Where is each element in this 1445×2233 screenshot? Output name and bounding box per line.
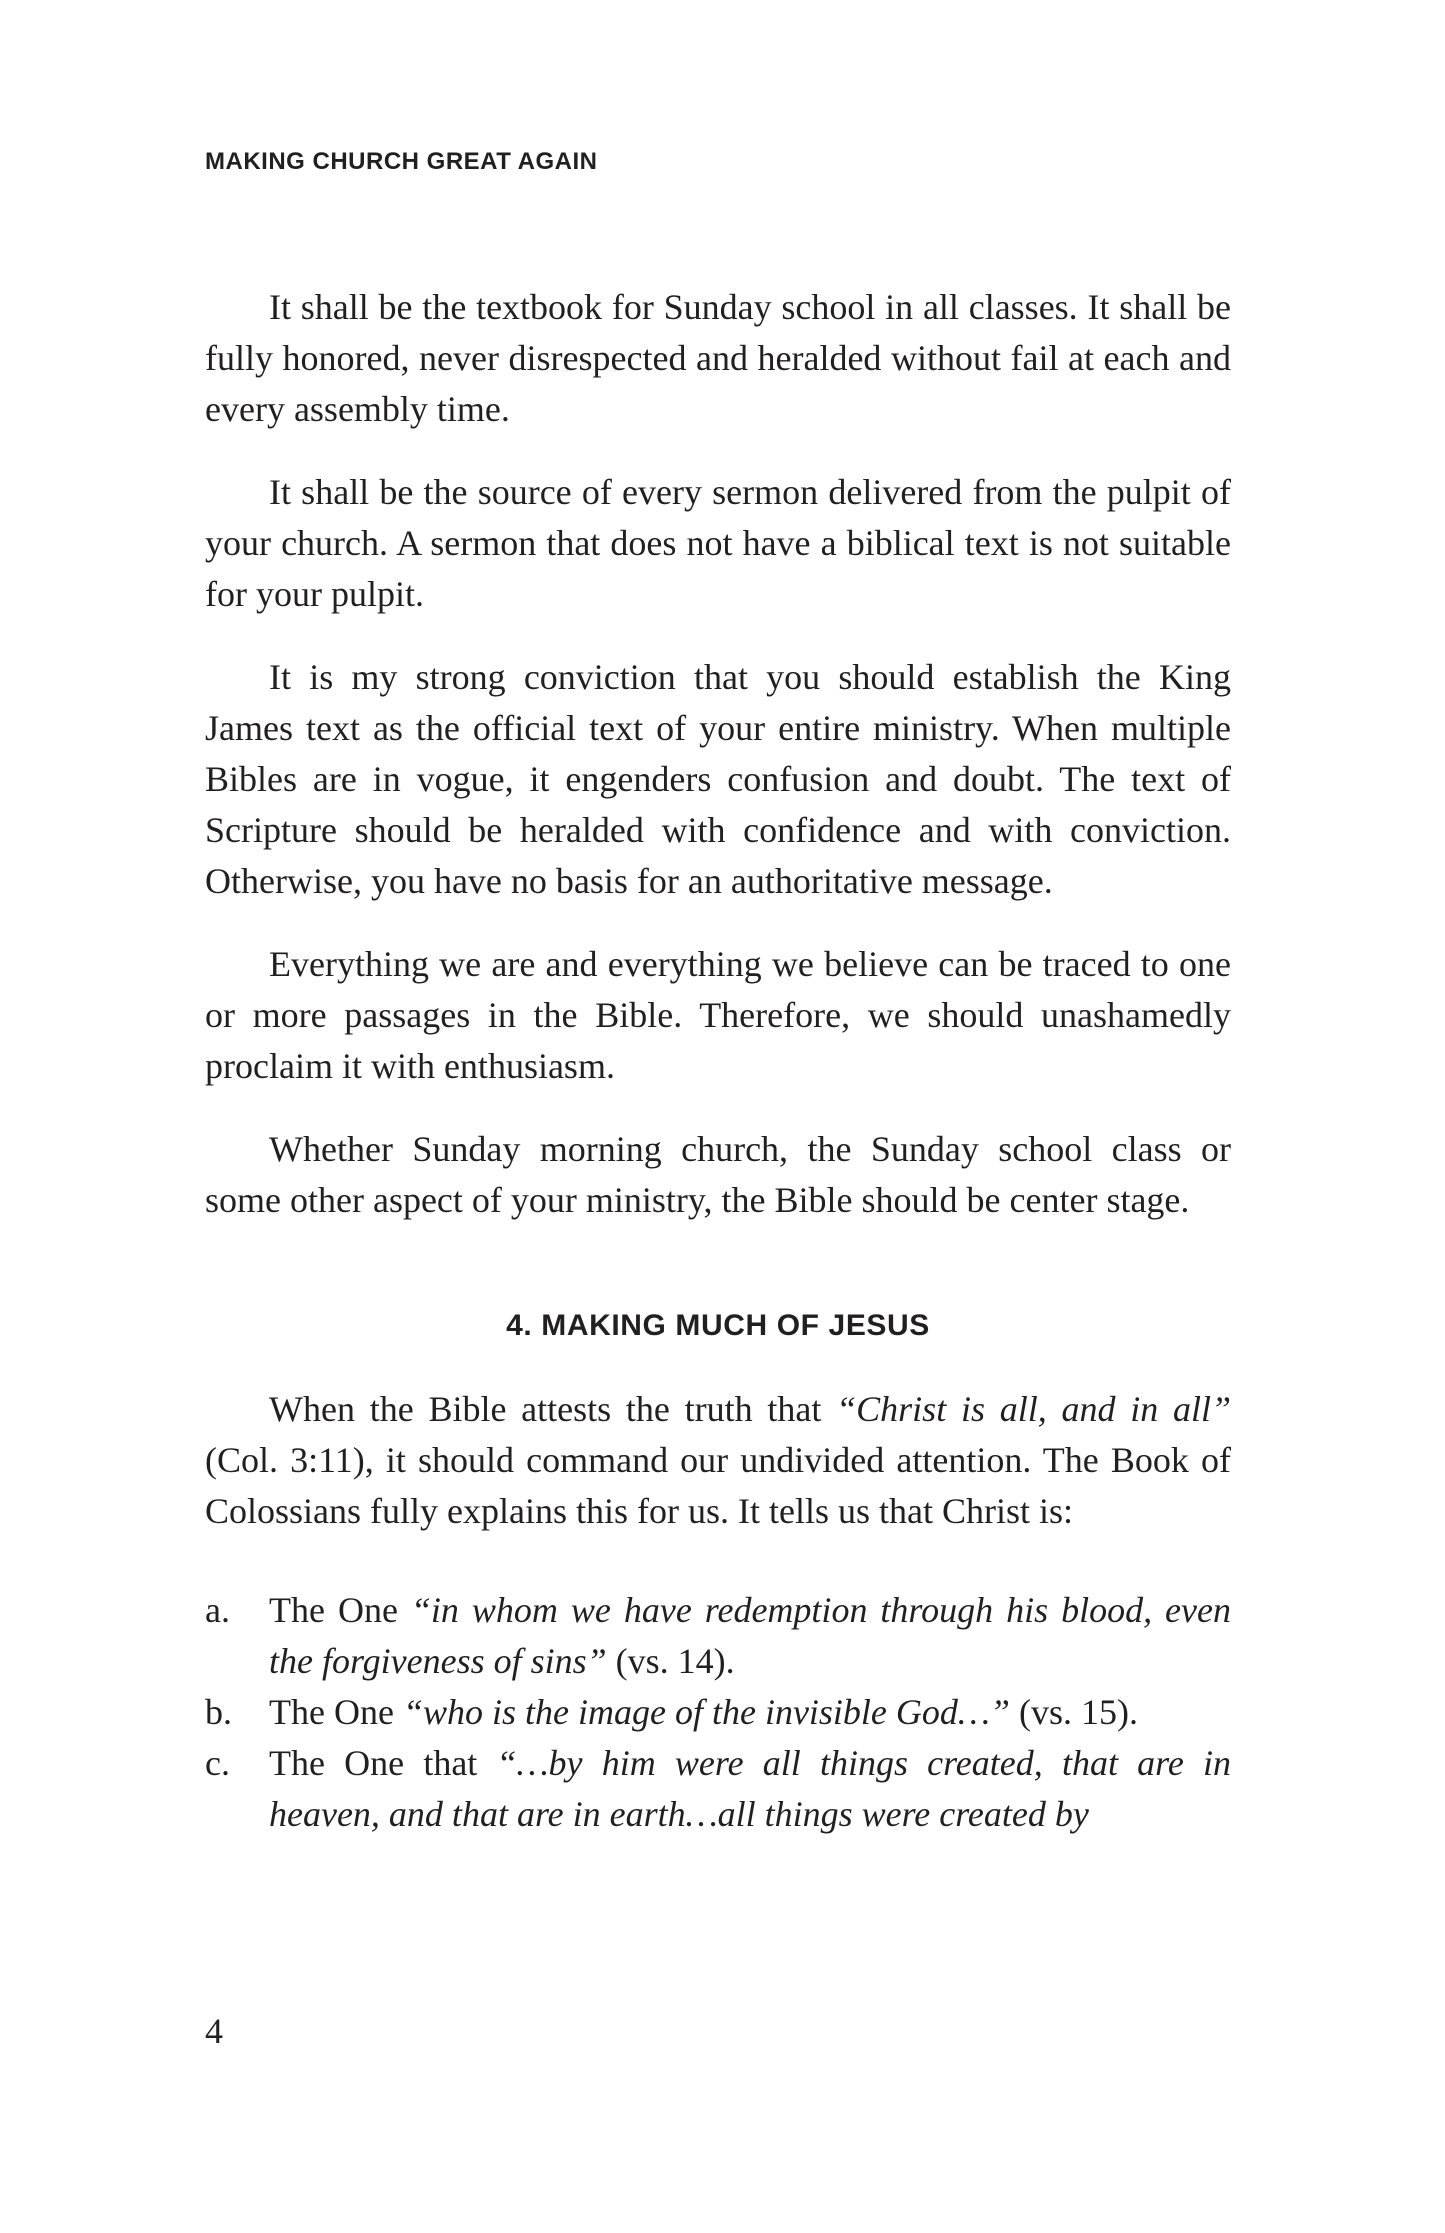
body-text: [205, 282, 1231, 1840]
item-ref: (vs. 15).: [1009, 1692, 1138, 1732]
list-marker: b.: [205, 1692, 232, 1732]
list-item: [205, 1585, 1231, 1687]
section-heading: 4. MAKING MUCH OF JESUS: [506, 1309, 930, 1342]
section-intro: [205, 1384, 1231, 1537]
item-lead: The One that: [269, 1743, 497, 1783]
list-text: [269, 1687, 1231, 1738]
intro-quote: “Christ is all, and in all”: [836, 1389, 1231, 1429]
list-text: [269, 1585, 1231, 1687]
paragraph: It shall be the source of every sermon delivered from the pulpit of your church. A sermon that does not have a biblical text is not suitable for your pulpit.: [205, 472, 1231, 614]
list-item: [205, 1687, 1231, 1738]
paragraph: It shall be the textbook for Sunday school in all classes. It shall be fully honored, never disrespected and heralded without fail at each and every assembly time.: [205, 287, 1231, 429]
list-item: [205, 1738, 1231, 1840]
paragraph: It is my strong conviction that you should establish the King James text as the official text of your entire ministry. When multiple Bibles are in vogue, it engenders confusion and doubt. The text of Scripture should be heralded with confidence and with conviction. Otherwise, you have no basis for an authoritative message.: [205, 657, 1231, 901]
list-text: [269, 1738, 1231, 1840]
running-head: MAKING CHURCH GREAT AGAIN: [205, 148, 598, 175]
item-quote: “who is the image of the invisible God…”: [402, 1692, 1010, 1732]
intro-rest: (Col. 3:11), it should command our undivided attention. The Book of Colossians fully explains this for us. It tells us that Christ is:: [205, 1440, 1231, 1531]
list-marker: c.: [205, 1743, 230, 1783]
item-quote: “in whom we have redemption through his blood, even the forgiveness of sins”: [269, 1590, 1231, 1681]
item-lead: The One: [269, 1590, 411, 1630]
item-ref: (vs. 14).: [606, 1641, 735, 1681]
page-number: 4: [205, 2011, 223, 2051]
list-marker: a.: [205, 1590, 230, 1630]
item-quote: “…by him were all things created, that are in heaven, and that are in earth…all things were created by: [269, 1743, 1231, 1834]
christ-attributes-list: [205, 1585, 1231, 1840]
intro-lead: When the Bible attests the truth that: [269, 1389, 837, 1429]
item-lead: The One: [269, 1692, 403, 1732]
paragraph: Everything we are and everything we believe can be traced to one or more passages in the Bible. Therefore, we should unashamedly proclaim it with enthusiasm.: [205, 944, 1231, 1086]
paragraph: Whether Sunday morning church, the Sunday school class or some other aspect of your ministry, the Bible should be center stage.: [205, 1129, 1231, 1220]
